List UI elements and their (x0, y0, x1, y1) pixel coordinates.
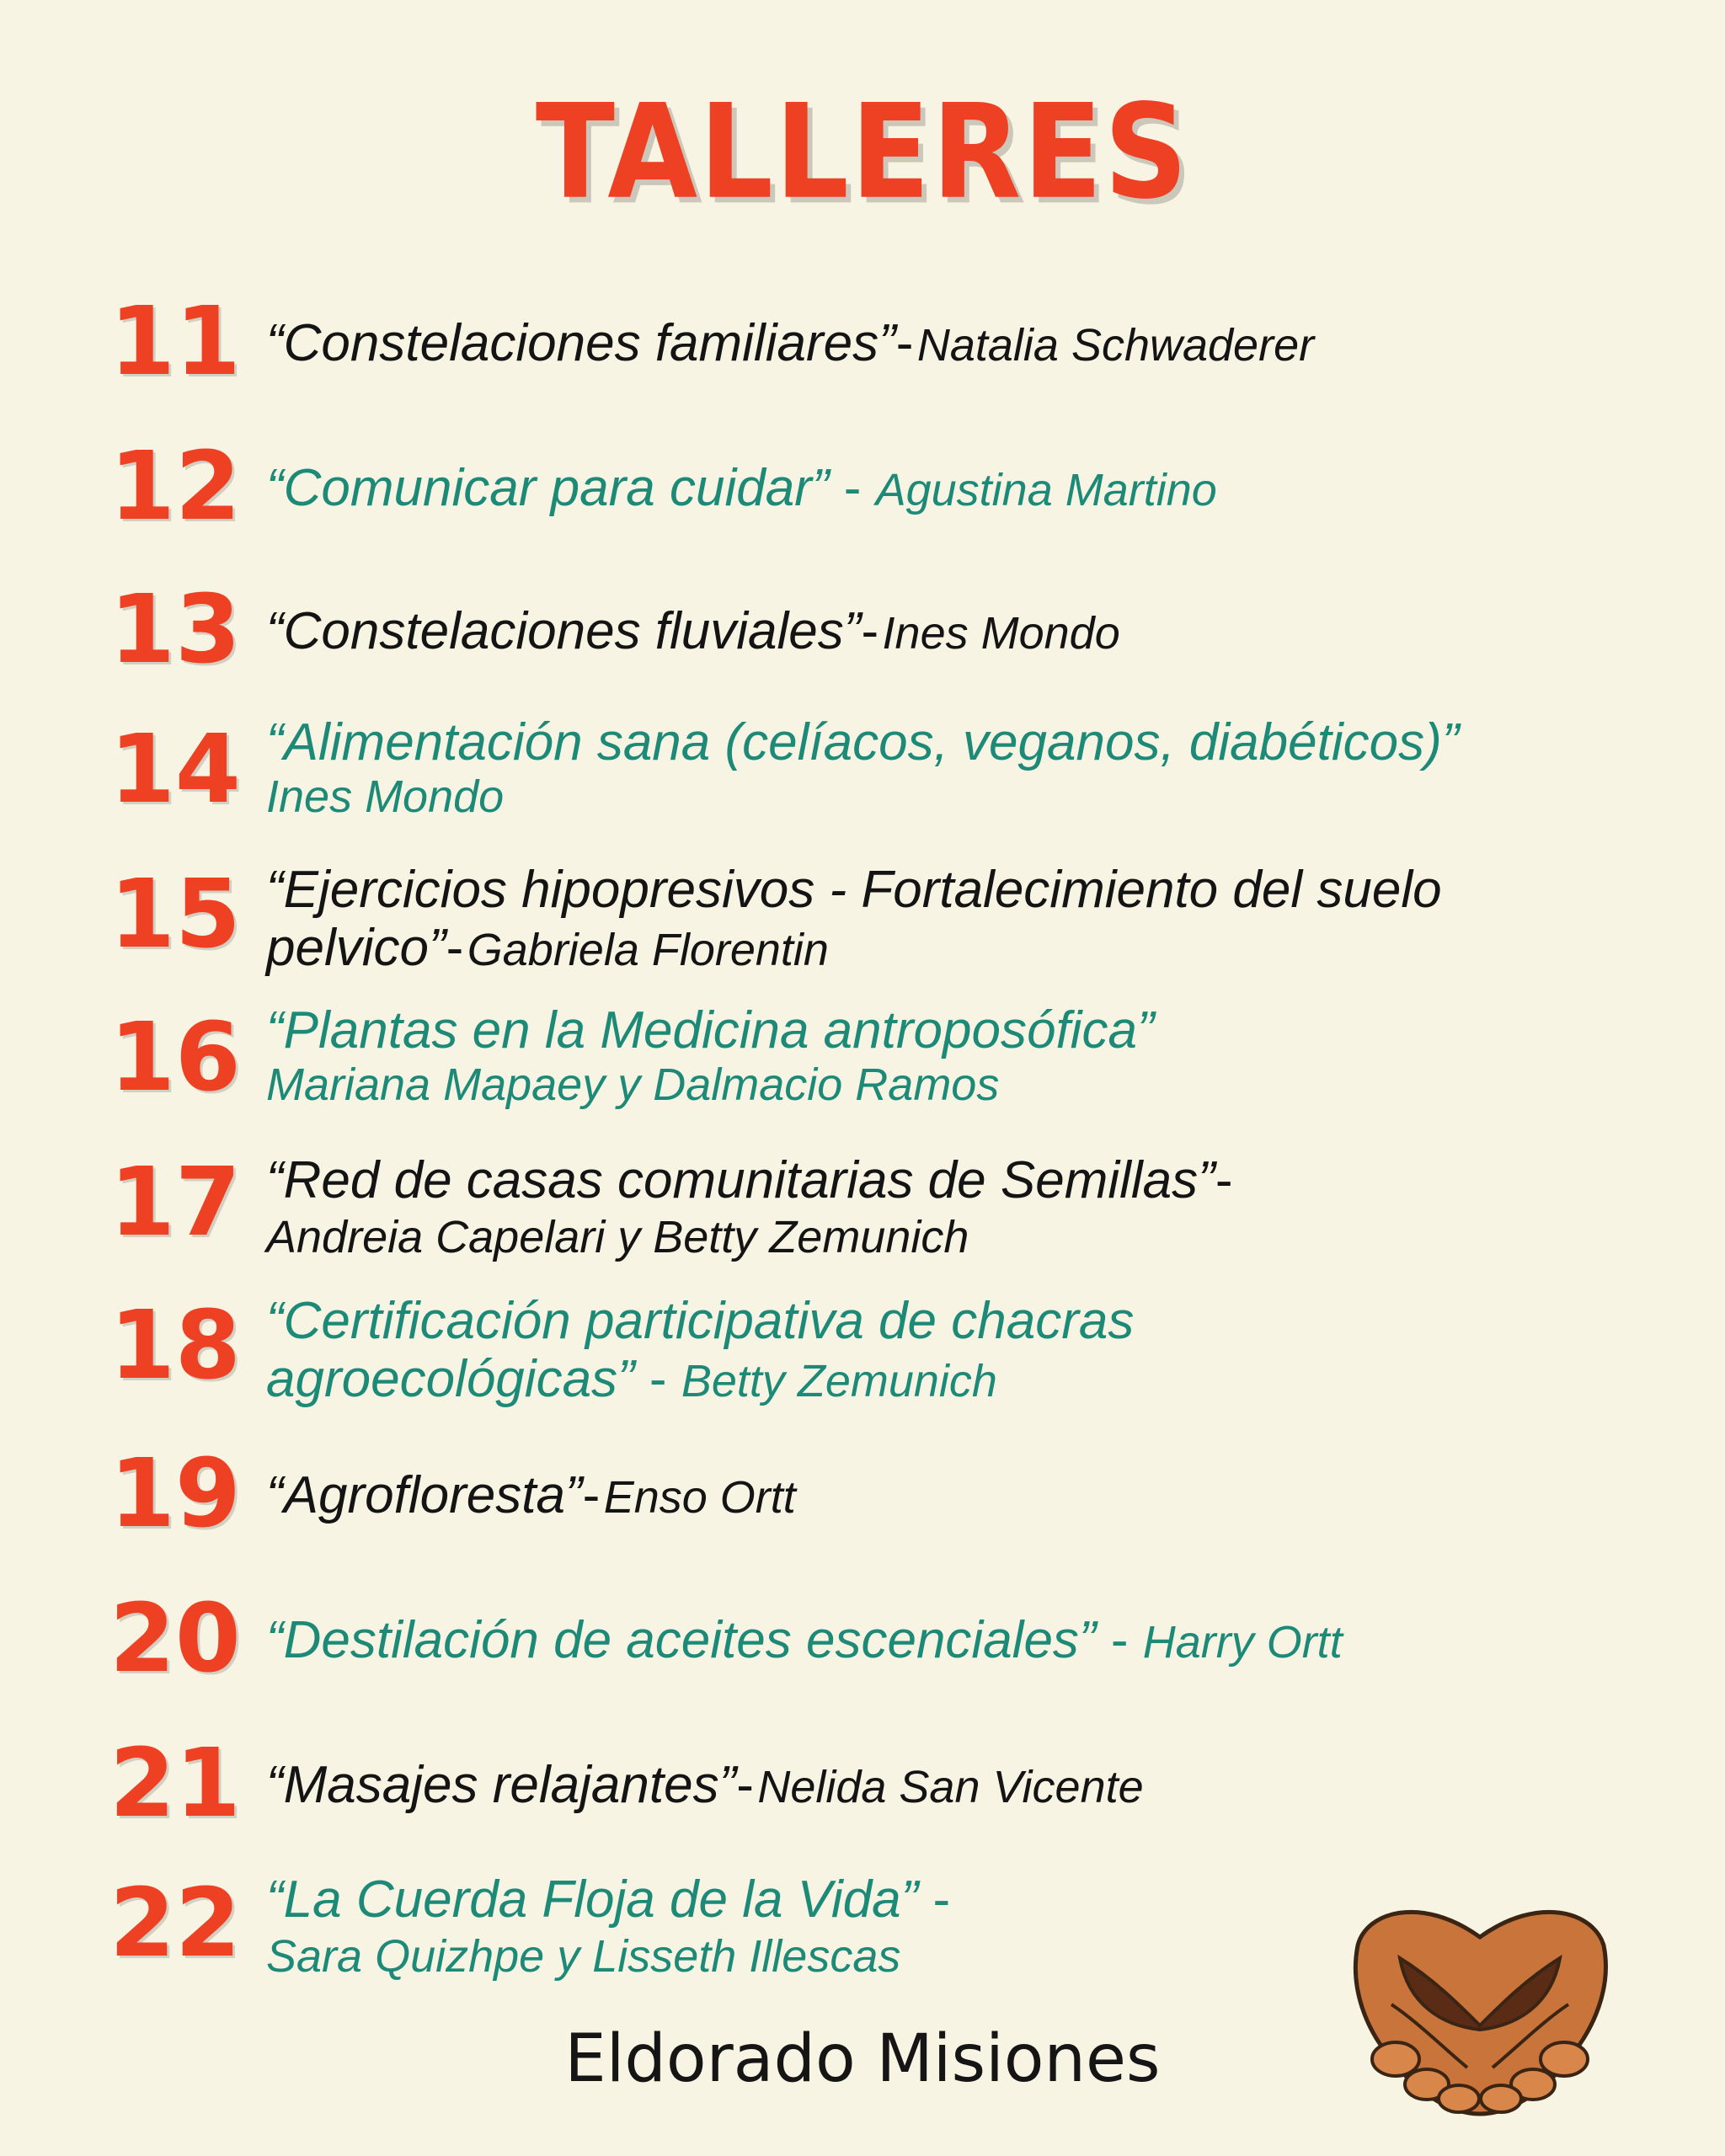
workshop-author: Agustina Martino (875, 465, 1217, 515)
workshop-author: Gabriela Florentin (467, 925, 829, 975)
workshop-title: “Red de casas comunitarias de Semillas” (266, 1151, 1215, 1209)
workshop-number: 11 (109, 287, 241, 397)
workshop-number: 13 (109, 575, 241, 685)
workshop-author: Nelida San Vicente (757, 1762, 1144, 1812)
workshop-author: Mariana Mapaey y Dalmacio Ramos (266, 1059, 1000, 1110)
workshop-number: 20 (109, 1584, 241, 1694)
workshop-number: 18 (109, 1291, 241, 1401)
workshop-author: Enso Ortt (603, 1472, 796, 1523)
workshop-separator: - (634, 1350, 681, 1408)
workshop-number: 16 (109, 1003, 241, 1113)
workshop-author: Betty Zemunich (681, 1356, 997, 1406)
workshop-number: 21 (109, 1729, 241, 1838)
workshop-separator: - (736, 1756, 754, 1814)
workshop-separator: - (1215, 1151, 1233, 1209)
workshop-separator: - (918, 1870, 951, 1929)
workshop-number: 14 (109, 715, 241, 825)
workshop-separator: - (829, 459, 876, 517)
workshop-separator: - (446, 919, 464, 977)
workshop-title: “Comunicar para cuidar” (266, 459, 830, 517)
workshop-title: “Destilación de aceites escenciales” (266, 1611, 1097, 1669)
workshop-author: Natalia Schwaderer (916, 320, 1315, 371)
workshop-separator: - (861, 602, 879, 660)
workshop-title: “Masajes relajantes” (266, 1756, 737, 1814)
workshop-title: “Certificación participativa de chacras agroecológicas” (266, 1292, 1135, 1408)
workshop-number: 12 (109, 432, 241, 542)
workshop-title: “Constelaciones familiares” (266, 314, 896, 372)
workshop-number: 19 (109, 1439, 241, 1549)
workshop-author: Ines Mondo (266, 771, 505, 822)
workshop-author: Andreia Capelari y Betty Zemunich (266, 1212, 969, 1262)
page-title: TALLERES (535, 76, 1190, 228)
workshop-title: “Agrofloresta” (266, 1466, 583, 1524)
workshop-title: “Plantas en la Medicina antroposófica” (266, 1001, 1155, 1059)
footer-location: Eldorado Misiones (564, 2021, 1161, 2097)
workshop-author: Ines Mondo (882, 608, 1120, 659)
workshop-author: Sara Quizhpe y Lisseth Illescas (266, 1931, 901, 1982)
workshop-title: “La Cuerda Floja de la Vida” (266, 1870, 919, 1929)
workshop-title: “Ejercicios hipopresivos - Fortalecimiento del suelo pelvico” (266, 861, 1442, 977)
workshop-title: “Alimentación sana (celíacos, veganos, diabéticos)” (266, 713, 1460, 771)
workshop-title: “Constelaciones fluviales” (266, 602, 862, 660)
workshop-number: 15 (109, 860, 241, 969)
workshop-number: 22 (109, 1869, 241, 1978)
workshop-number: 17 (109, 1148, 241, 1257)
workshop-separator: - (582, 1466, 601, 1524)
workshop-separator: - (895, 314, 914, 372)
workshop-author: Harry Ortt (1142, 1617, 1343, 1668)
cupped-hands-icon (1341, 1878, 1619, 2131)
workshop-separator: - (1096, 1611, 1143, 1669)
